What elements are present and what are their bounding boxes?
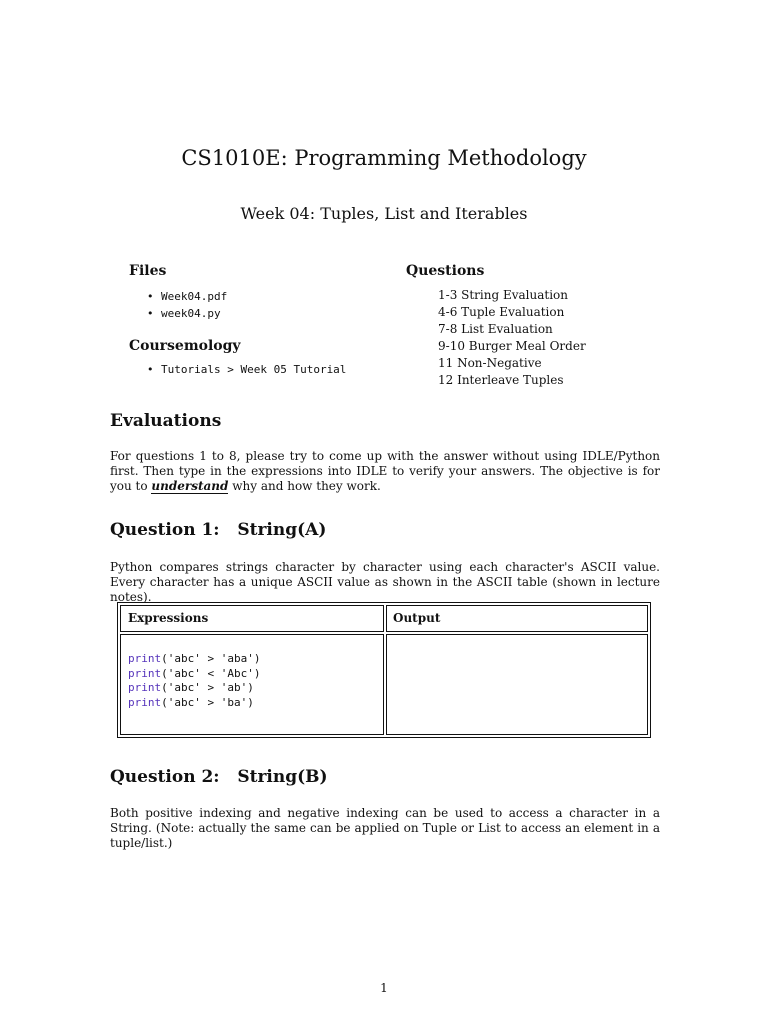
code-args: ('abc' > 'aba') bbox=[161, 652, 261, 665]
page-number: 1 bbox=[380, 981, 388, 995]
file-name: week04.py bbox=[161, 307, 221, 320]
code-line bbox=[128, 681, 260, 696]
page-subtitle: Week 04: Tuples, List and Iterables bbox=[240, 204, 528, 223]
cell-output[interactable] bbox=[386, 634, 648, 735]
coursemology-list bbox=[145, 361, 346, 378]
code-keyword: print bbox=[128, 681, 162, 694]
coursemology-heading: Coursemology bbox=[129, 338, 241, 354]
code-keyword: print bbox=[128, 695, 162, 709]
evaluations-text-after: why and how they work. bbox=[228, 479, 381, 493]
files-list bbox=[145, 288, 227, 322]
evaluations-heading: Evaluations bbox=[110, 411, 222, 431]
question-item: 12 Interleave Tuples bbox=[438, 373, 564, 387]
column-header-output: Output bbox=[393, 611, 441, 625]
question-2-paragraph: Both positive indexing and negative indexing can be used to access a character in a String. (Note: actually the same can be applied on Tuple or List to access an element in a tuple/list.) bbox=[110, 806, 660, 850]
file-name: Week04.pdf bbox=[161, 290, 228, 303]
question-item: 11 Non-Negative bbox=[438, 356, 542, 370]
questions-list bbox=[438, 287, 586, 389]
code-args: ('abc' > 'ba') bbox=[161, 695, 254, 709]
code-args: ('abc' > 'ab') bbox=[161, 681, 254, 694]
evaluations-paragraph bbox=[110, 449, 660, 494]
questions-heading: Questions bbox=[406, 263, 485, 279]
file-item[interactable] bbox=[145, 288, 227, 305]
question-item: 1-3 String Evaluation bbox=[438, 288, 569, 302]
code-line bbox=[128, 652, 260, 667]
file-item[interactable] bbox=[145, 305, 227, 322]
question-1-heading: Question 1: String(A) bbox=[110, 520, 327, 540]
page-title: CS1010E: Programming Methodology bbox=[181, 146, 587, 170]
understand-emphasis: understand bbox=[151, 479, 229, 493]
question-item: 9-10 Burger Meal Order bbox=[438, 339, 586, 353]
question-2-heading: Question 2: String(B) bbox=[110, 767, 328, 787]
code-keyword: print bbox=[128, 666, 162, 680]
code-line bbox=[128, 696, 260, 711]
code-block bbox=[128, 652, 260, 710]
question-1-paragraph: Python compares strings character by character using each character's ASCII value. Every character has a unique ASCII value as shown in the ASCII table (shown in lecture notes). bbox=[110, 560, 660, 604]
files-heading: Files bbox=[129, 263, 167, 279]
evaluations-text-before: For questions 1 to 8, please try to come up with the answer without using IDLE/Python first. Then type in the expressions into IDLE to verify your answers. The objective is for you to bbox=[110, 449, 660, 493]
coursemology-path: Tutorials > Week 05 Tutorial bbox=[161, 363, 347, 376]
code-line bbox=[128, 667, 260, 682]
question-item: 7-8 List Evaluation bbox=[438, 322, 553, 336]
code-keyword: print bbox=[128, 652, 162, 665]
question-item: 4-6 Tuple Evaluation bbox=[438, 305, 565, 319]
column-header-expressions: Expressions bbox=[128, 611, 209, 625]
coursemology-item[interactable] bbox=[145, 361, 346, 378]
code-args: ('abc' < 'Abc') bbox=[161, 666, 261, 680]
